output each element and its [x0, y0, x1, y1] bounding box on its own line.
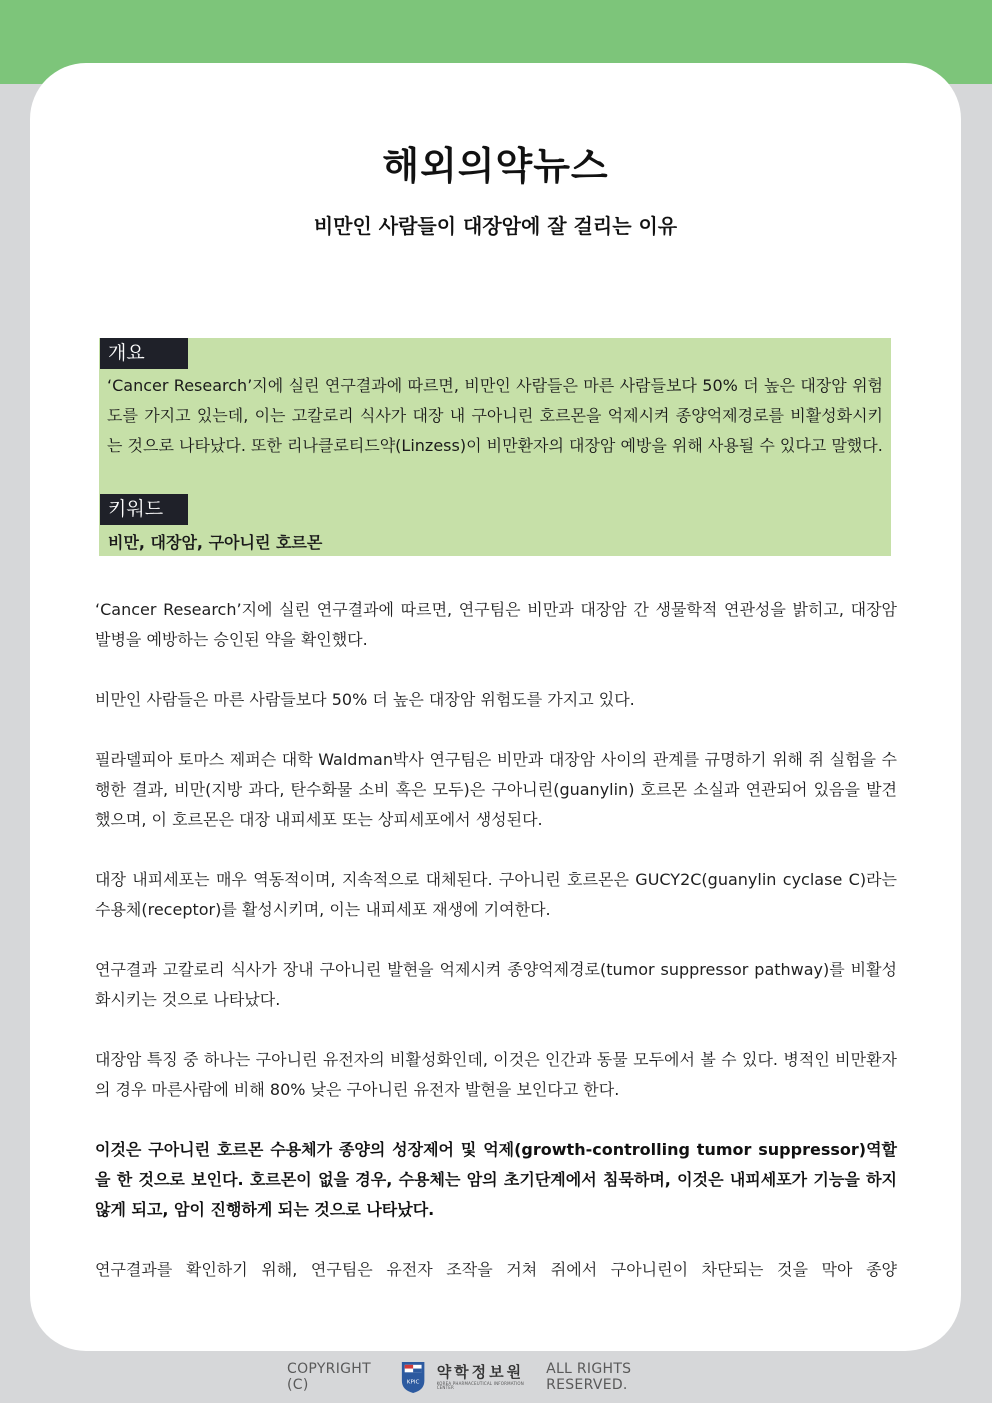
overview-label: 개요	[100, 338, 188, 369]
copyright-text: COPYRIGHT (C)	[287, 1361, 371, 1393]
document-page	[30, 63, 961, 1351]
body-paragraph: 연구결과 고칼로리 식사가 장내 구아니린 발현을 억제시켜 종양억제경로(tumor suppressor pathway)를 비활성화시키는 것으로 나타났다.	[95, 960, 897, 1009]
body-paragraph: 필라델피아 토마스 제퍼슨 대학 Waldman박사 연구팀은 비만과 대장암 사이의 관계를 규명하기 위해 쥐 실험을 수행한 결과, 비만(지방 과다, 탄수화물 소비 혹은 모두)은 구아니린(guanylin) 호르몬 소실과 연관되어 있음을 발견했으며, 이 호르몬은 대장 내피세포 또는 상피세포에서 생성된다.	[95, 750, 897, 829]
body-paragraph: 대장암 특징 중 하나는 구아니린 유전자의 비활성화인데, 이것은 인간과 동물 모두에서 볼 수 있다. 병적인 비만환자의 경우 마른사람에 비해 80% 낮은 구아니린 유전자 발현을 보인다고 한다.	[95, 1050, 897, 1099]
overview-text: ‘Cancer Research’지에 실린 연구결과에 따르면, 비만인 사람들은 마른 사람들보다 50% 더 높은 대장암 위험도를 가지고 있는데, 이는 고칼로리 식사가 대장 내 구아니린 호르몬을 억제시켜 종양억제경로를 비활성화시키는 것으로 나타났다. 또한 리나클로티드약(Linzess)이 비만환자의 대장암 예방을 위해 사용될 수 있다고 말했다.	[107, 376, 883, 455]
body-paragraph: ‘Cancer Research’지에 실린 연구결과에 따르면, 연구팀은 비만과 대장암 간 생물학적 연관성을 밝히고, 대장암 발병을 예방하는 승인된 약을 확인했다.	[95, 600, 897, 649]
body-paragraph: 비만인 사람들은 마른 사람들보다 50% 더 높은 대장암 위험도를 가지고 있다.	[95, 690, 635, 709]
org-name-en: KOREA PHARMACEUTICAL INFORMATION CENTER	[436, 1380, 524, 1390]
logo-badge-text: KPIC	[407, 1379, 420, 1386]
body-paragraph-emphasis: 이것은 구아니린 호르몬 수용체가 종양의 성장제어 및 억제(growth-controlling tumor suppressor)역할을 한 것으로 보인다. 호르몬이 없을 경우, 수용체는 암의 초기단계에서 침묵하며, 이것은 내피세포가 기능을 하지 않게 되고, 암이 진행하게 되는 것으로 나타났다.	[95, 1140, 897, 1219]
body-paragraph: 연구결과를 확인하기 위해, 연구팀은 유전자 조작을 거쳐 쥐에서 구아니린이 차단되는 것을 막아 종양	[95, 1260, 897, 1279]
org-name: 약학정보원	[436, 1362, 525, 1381]
footer	[287, 1357, 707, 1397]
keyword-label: 키워드	[100, 494, 188, 525]
article-body	[95, 595, 897, 1285]
page-title: 해외의약뉴스	[382, 144, 609, 188]
org-logo-text	[436, 1362, 536, 1390]
rights-text: ALL RIGHTS RESERVED.	[546, 1361, 632, 1393]
kpic-logo-icon	[400, 1359, 426, 1395]
body-paragraph: 대장 내피세포는 매우 역동적이며, 지속적으로 대체된다. 구아니린 호르몬은 GUCY2C(guanylin cyclase C)라는 수용체(receptor)를 활성시키며, 이는 내피세포 재생에 기여한다.	[95, 870, 897, 919]
keyword-text: 비만, 대장암, 구아니린 호르몬	[108, 533, 323, 552]
summary-box	[99, 338, 891, 556]
article-subtitle: 비만인 사람들이 대장암에 잘 걸리는 이유	[313, 214, 678, 238]
